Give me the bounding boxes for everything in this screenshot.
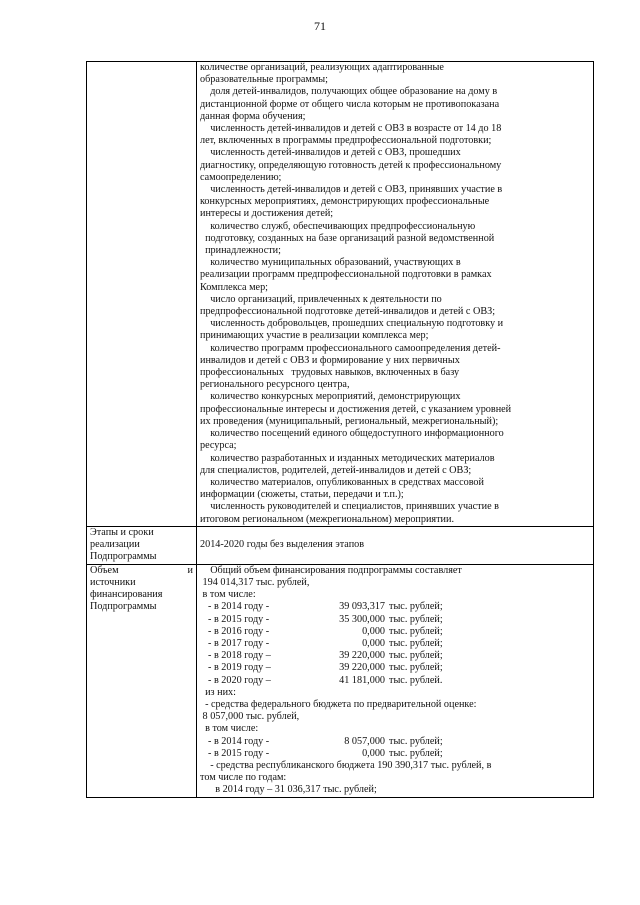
- indicator-line: реализации программ предпрофессиональной подготовки в рамках: [200, 269, 492, 281]
- financing-year-row-year: - в 2014 году -: [208, 601, 270, 613]
- federal-total: 8 057,000 тыс. рублей,: [200, 711, 300, 723]
- financing-year-row-unit: тыс. рублей.: [389, 674, 443, 686]
- indicator-line: количество муниципальных образований, участвующих в: [200, 257, 461, 269]
- indicator-line: для специалистов, родителей, детей-инвалидов и детей с ОВЗ;: [200, 464, 472, 476]
- financing-year-row-unit: тыс. рублей;: [389, 625, 443, 637]
- financing-year-row-unit: тыс. рублей;: [389, 601, 443, 613]
- federal-year-row-year: - в 2015 году -: [208, 747, 270, 759]
- indicator-line: принимающих участие в реализации комплекса мер;: [200, 330, 429, 342]
- indicator-line: количество программ профессионального самоопределения детей-: [200, 342, 501, 354]
- federal-year-row: [200, 748, 590, 760]
- financing-year-row: [200, 626, 590, 638]
- republic-line: том числе по годам:: [200, 772, 287, 784]
- indicator-line: информации (сюжеты, статьи, передачи и т.п.);: [200, 489, 404, 501]
- federal-year-row: [200, 736, 590, 748]
- indicator-line: диагностику, определяющую готовность детей к профессиональному: [200, 159, 502, 171]
- indicator-line: численность детей-инвалидов и детей с ОВЗ, принявших участие в: [200, 184, 503, 196]
- financing-years: [200, 601, 590, 686]
- financing-in-total: в том числе:: [200, 589, 256, 601]
- financing-year-row: [200, 650, 590, 662]
- republic-2014: в 2014 году – 31 036,317 тыс. рублей;: [200, 784, 377, 796]
- financing-year-row-unit: тыс. рублей;: [389, 637, 443, 649]
- financing-of-them: из них:: [200, 686, 236, 698]
- indicator-line: количество посещений единого общедоступного информационного: [200, 428, 504, 440]
- table-row-stages: [87, 526, 594, 564]
- federal-in: в том числе:: [200, 723, 259, 735]
- stages-label-line: Подпрограммы: [90, 551, 157, 563]
- indicator-line: количество разработанных и изданных методических материалов: [200, 452, 495, 464]
- page-number: 71: [314, 19, 326, 33]
- indicator-line: доля детей-инвалидов, получающих общее образование на дому в: [200, 86, 498, 98]
- table-row-financing: [87, 564, 594, 797]
- indicators-value-cell: [197, 62, 594, 527]
- financing-intro: Общий объем финансирования подпрограммы составляет: [200, 564, 462, 576]
- financing-year-row-amount: 0,000: [362, 637, 385, 649]
- financing-year-row: [200, 614, 590, 626]
- financing-label-line: финансирования: [90, 589, 163, 601]
- indicator-line: принадлежности;: [200, 245, 281, 257]
- indicator-line: лет, включенных в программы предпрофессиональной подготовки;: [200, 135, 492, 147]
- financing-year-row-amount: 35 300,000: [339, 613, 385, 625]
- indicator-line: предпрофессиональной подготовке детей-инвалидов и детей с ОВЗ;: [200, 306, 496, 318]
- stages-label-line: реализации: [90, 538, 140, 550]
- financing-year-row: [200, 638, 590, 650]
- indicator-line: инвалидов и детей с ОВЗ и формирование у них первичных: [200, 354, 460, 366]
- indicator-line: самоопределению;: [200, 171, 282, 183]
- indicator-line: интересы и достижения детей;: [200, 208, 334, 220]
- financing-year-row-year: - в 2015 году -: [208, 613, 270, 625]
- indicator-line: количестве организаций, реализующих адаптированные: [200, 62, 444, 73]
- financing-year-row: [200, 675, 590, 687]
- financing-year-row-amount: 39 093,317: [339, 601, 385, 613]
- indicator-line: Комплекса мер;: [200, 281, 268, 293]
- indicator-line: регионального ресурсного центра,: [200, 379, 350, 391]
- federal-year-row-amount: 0,000: [362, 747, 385, 759]
- indicator-line: образовательные программы;: [200, 74, 328, 86]
- indicator-line: численность добровольцев, прошедших специальную подготовку и: [200, 318, 504, 330]
- indicator-line: итоговом региональном (межрегиональном) мероприятии.: [200, 513, 455, 525]
- indicator-line: численность руководителей и специалистов, принявших участие в: [200, 501, 499, 513]
- financing-value-cell: [197, 564, 594, 797]
- federal-year-row-year: - в 2014 году -: [208, 735, 270, 747]
- indicator-line: количество материалов, опубликованных в средствах массовой: [200, 476, 484, 488]
- financing-year-row-year: - в 2017 году -: [208, 637, 270, 649]
- financing-year-row-year: - в 2020 году –: [208, 674, 271, 686]
- table-row-indicators: [87, 62, 594, 527]
- stages-label-cell: [87, 526, 197, 564]
- indicator-line: конкурсных мероприятиях, демонстрирующих профессиональные: [200, 196, 490, 208]
- financing-year-row-year: - в 2016 году -: [208, 625, 270, 637]
- indicator-line: профессиональные интересы и достижения детей, с указанием уровней: [200, 403, 512, 415]
- financing-year-row: [200, 601, 590, 613]
- indicator-line: дистанционной форме от общего числа которым не противопоказана: [200, 98, 500, 110]
- financing-year-row-year: - в 2019 году –: [208, 662, 271, 674]
- federal-year-row-amount: 8 057,000: [344, 735, 385, 747]
- financing-label-line: Подпрограммы: [90, 601, 157, 613]
- financing-year-row-amount: 0,000: [362, 625, 385, 637]
- financing-year-row-year: - в 2018 году –: [208, 650, 271, 662]
- stages-value: 2014-2020 годы без выделения этапов: [200, 539, 365, 551]
- financing-label-cell: [87, 564, 197, 797]
- financing-year-row-amount: 41 181,000: [339, 674, 385, 686]
- indicator-line: численность детей-инвалидов и детей с ОВЗ в возрасте от 14 до 18: [200, 123, 502, 135]
- republic-line: - средства республиканского бюджета 190 390,317 тыс. рублей, в: [200, 759, 492, 771]
- indicator-line: ресурса;: [200, 440, 237, 452]
- indicators-text: [200, 62, 590, 526]
- financing-total: 194 014,317 тыс. рублей,: [200, 576, 310, 588]
- financing-label-line: источники: [90, 576, 136, 588]
- stages-label-line: Этапы и сроки: [90, 526, 154, 538]
- financing-label-word: Объем: [90, 564, 119, 576]
- federal-year-row-unit: тыс. рублей;: [389, 735, 443, 747]
- financing-year-row-unit: тыс. рублей;: [389, 613, 443, 625]
- financing-label-conj: и: [187, 564, 193, 576]
- indicator-line: профессиональных трудовых навыков, включенных в базу: [200, 367, 460, 379]
- indicator-line: подготовку, созданных на базе организаций разной ведомственной: [200, 232, 495, 244]
- indicator-line: число организаций, привлеченных к деятельности по: [200, 293, 442, 305]
- stages-value-cell: [197, 526, 594, 564]
- federal-years: [200, 736, 590, 760]
- federal-title: - средства федерального бюджета по предварительной оценке:: [200, 698, 477, 710]
- indicator-line: данная форма обучения;: [200, 110, 306, 122]
- federal-year-row-unit: тыс. рублей;: [389, 747, 443, 759]
- financing-year-row-amount: 39 220,000: [339, 662, 385, 674]
- indicator-line: количество служб, обеспечивающих предпрофессиональную: [200, 220, 476, 232]
- indicator-line: количество конкурсных мероприятий, демонстрирующих: [200, 391, 461, 403]
- passport-table: [86, 61, 594, 798]
- financing-year-row: [200, 662, 590, 674]
- financing-year-row-amount: 39 220,000: [339, 650, 385, 662]
- indicators-label-cell: [87, 62, 197, 527]
- financing-year-row-unit: тыс. рублей;: [389, 650, 443, 662]
- financing-year-row-unit: тыс. рублей;: [389, 662, 443, 674]
- indicator-line: численность детей-инвалидов и детей с ОВЗ, прошедших: [200, 147, 461, 159]
- indicator-line: их проведения (муниципальный, региональный, межрегиональный);: [200, 415, 499, 427]
